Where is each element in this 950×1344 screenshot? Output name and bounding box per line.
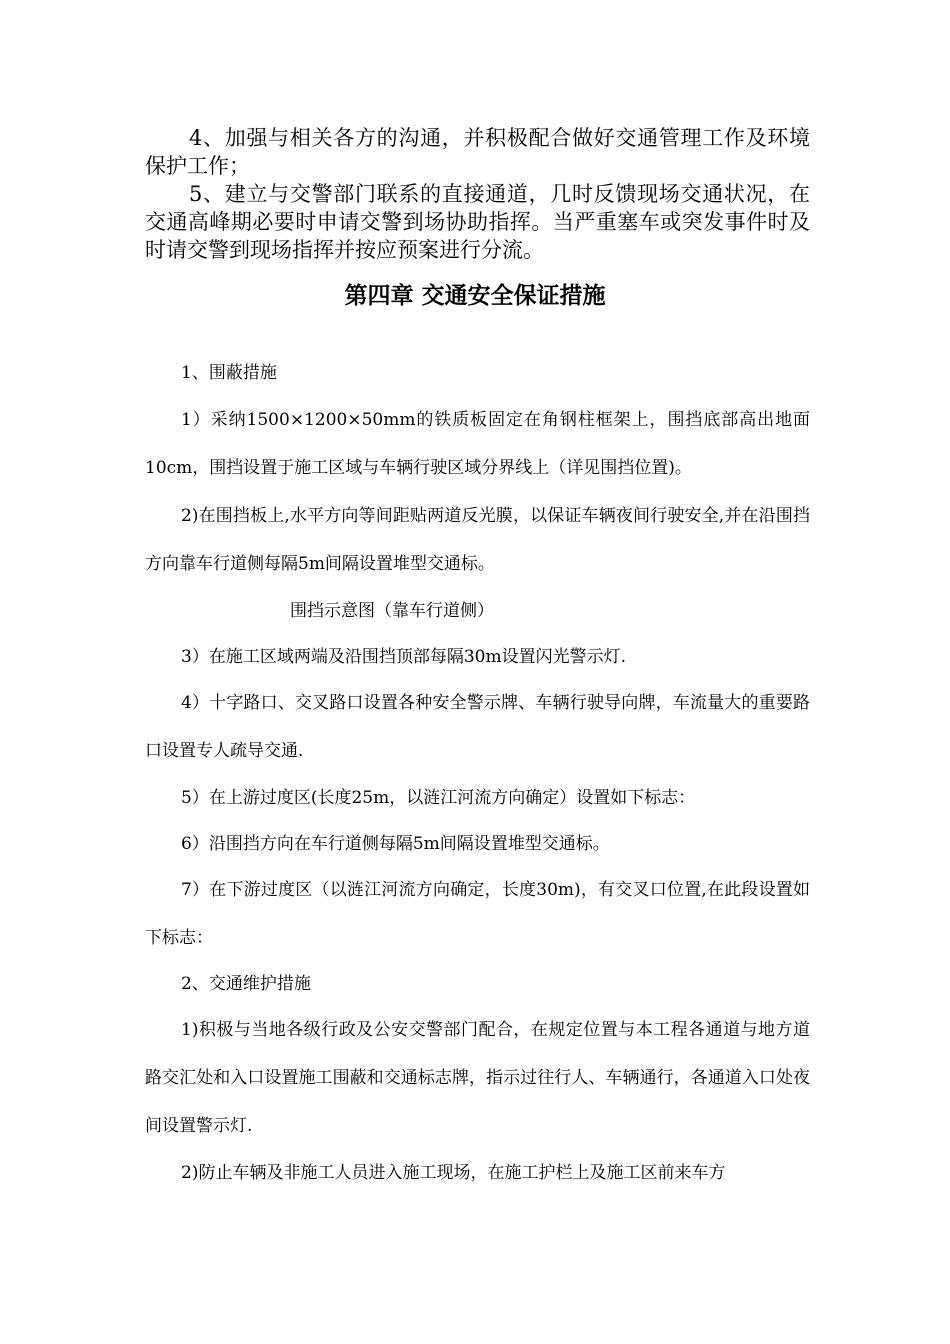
intro-paragraph-5: 5、建立与交警部门联系的直接通道，几时反馈现场交通状况，在交通高峰期必要时申请交警到场协助指挥。当严重塞车或突发事件时及时请交警到现场指挥并按应预案进行分流。 [145,182,810,262]
section-2-title: 2、交通维护措施 [181,974,311,994]
section-1-item-1: 1）采纳1500×1200×50mm的铁质板固定在角钢柱框架上，围挡底部高出地面10cm，围挡设置于施工区域与车辆行驶区域分界线上（详见围挡位置)。 [145,410,810,478]
section-1-item-7: 7）在下游过度区（以涟江河流方向确定，长度30m)，有交叉口位置,在此段设置如下标志： [145,880,810,948]
chapter-title: 第四章 交通安全保证措施 [344,283,606,309]
section-1-title: 1、围蔽措施 [181,363,277,383]
section-1-item-5: 5）在上游过度区(长度25m，以涟江河流方向确定）设置如下标志： [181,788,696,808]
section-1-item-4: 4）十字路口、交叉路口设置各种安全警示牌、车辆行驶导向牌，车流量大的重要路口设置专人疏导交通. [145,693,810,761]
section-2-item-2: 2)防止车辆及非施工人员进入施工现场，在施工护栏上及施工区前来车方 [181,1163,726,1183]
figure-caption: 围挡示意图（靠车行道侧） [290,601,494,621]
section-1-item-2: 2)在围挡板上,水平方向等间距贴两道反光膜，以保证车辆夜间行驶安全,并在沿围挡方向靠车行道侧每隔5m间隔设置堆型交通标。 [145,506,810,574]
intro-paragraph-4: 4、加强与相关各方的沟通，并积极配合做好交通管理工作及环境保护工作； [145,126,810,178]
section-1-item-6: 6）沿围挡方向在车行道侧每隔5m间隔设置堆型交通标。 [181,834,610,854]
section-2-item-1: 1)积极与当地各级行政及公安交警部门配合，在规定位置与本工程各通道与地方道路交汇处和入口设置施工围蔽和交通标志牌，指示过往行人、车辆通行，各通道入口处夜间设置警示灯. [145,1020,810,1136]
section-1-item-3: 3）在施工区域两端及沿围挡顶部每隔30m设置闪光警示灯. [181,647,626,667]
